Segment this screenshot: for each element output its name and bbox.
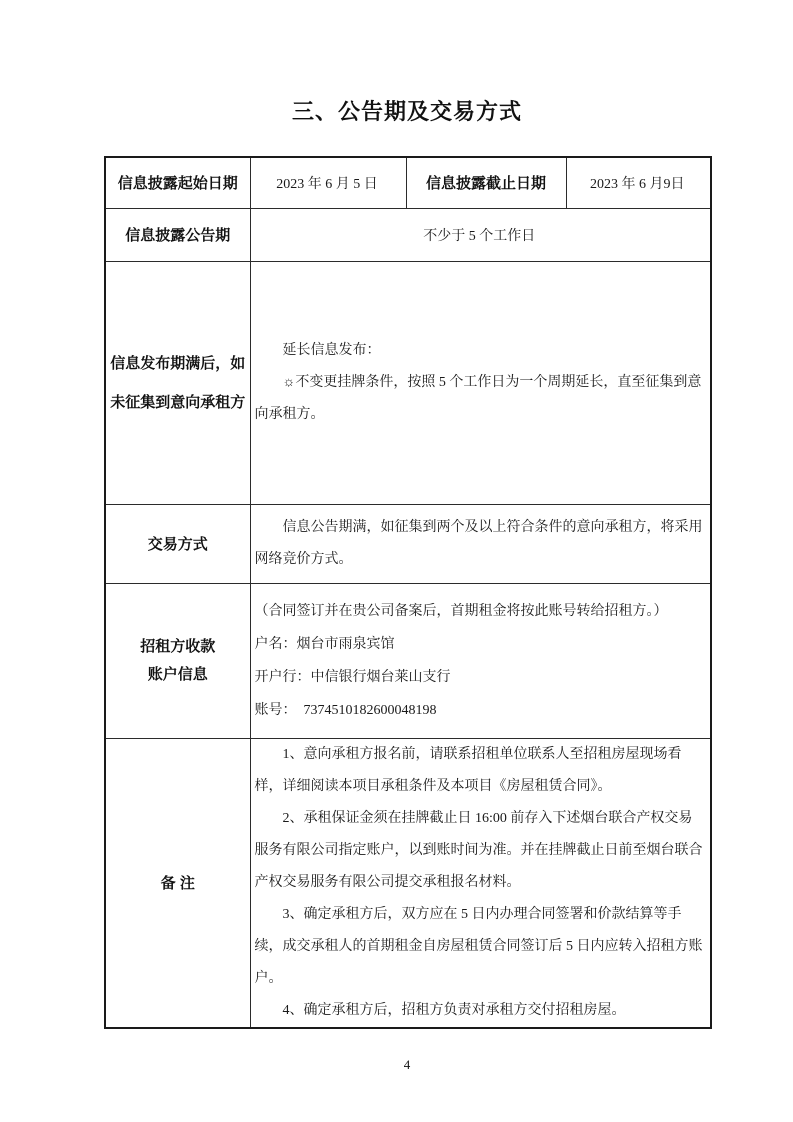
label-bank-account (105, 583, 250, 738)
label-disclosure-start-date: 信息披露起始日期 (105, 157, 250, 208)
bank-account-holder-name: 户名：烟台市雨泉宾馆 (254, 636, 395, 652)
label-announcement-period: 信息披露公告期 (105, 208, 250, 261)
content-area (104, 0, 710, 1073)
bank-account-note: （合同签订并在贵公司备案后，首期租金将按此账号转给招租方。） (254, 603, 668, 619)
row-bank-account (105, 583, 711, 738)
value-disclosure-end-date: 2023 年 6 月9日 (566, 157, 711, 208)
remark-item-2: 2、承租保证金须在挂牌截止日 16:00 前存入下述烟台联合产权交易服务有限公司指定账户，以到账时间为准。并在挂牌截止日前至烟台联合产权交易服务有限公司提交承租报名材料。 (254, 810, 703, 890)
value-bank-account (250, 583, 711, 738)
extension-paragraph-2: ☼不变更挂牌条件，按照 5 个工作日为一个周期延长，直至征集到意向承租方。 (254, 374, 702, 422)
value-transaction-method (250, 504, 711, 583)
extension-paragraph-1: 延长信息发布： (282, 342, 381, 358)
announcement-table (104, 156, 712, 1029)
remark-item-4: 4、确定承租方后，招租方负责对承租方交付招租房屋。 (282, 1002, 626, 1018)
bank-branch-name: 开户行：中信银行烟台莱山支行 (254, 669, 451, 685)
value-extension-policy (250, 261, 711, 504)
value-announcement-period: 不少于 5 个工作日 (250, 208, 711, 261)
row-disclosure-dates (105, 157, 711, 208)
bank-account-number: 账号： 7374510182600048198 (254, 702, 437, 718)
row-transaction-method (105, 504, 711, 583)
label-remarks: 备 注 (105, 738, 250, 1028)
value-disclosure-start-date: 2023 年 6 月 5 日 (250, 157, 406, 208)
remark-item-1: 1、意向承租方报名前，请联系招租单位联系人至招租房屋现场看样，详细阅读本项目承租条件及本项目《房屋租赁合同》。 (254, 746, 682, 794)
remark-item-3: 3、确定承租方后，双方应在 5 日内办理合同签署和价款结算等手续，成交承租人的首期租金自房屋租赁合同签订后 5 日内应转入招租方账户。 (254, 906, 703, 986)
value-remarks (250, 738, 711, 1028)
label-disclosure-end-date: 信息披露截止日期 (406, 157, 566, 208)
label-transaction-method: 交易方式 (105, 504, 250, 583)
transaction-method-paragraph: 信息公告期满，如征集到两个及以上符合条件的意向承租方，将采用网络竞价方式。 (254, 519, 703, 567)
row-announcement-period (105, 208, 711, 261)
bank-account-label-line1: 招租方收款 (140, 637, 216, 655)
row-extension-policy (105, 261, 711, 504)
page-number: 4 (403, 1056, 411, 1072)
row-remarks (105, 738, 711, 1028)
page-title: 三、公告期及交易方式 (291, 99, 522, 124)
bank-account-label-line2: 账户信息 (147, 665, 208, 683)
label-extension-policy: 信息发布期满后，如未征集到意向承租方 (105, 261, 250, 504)
